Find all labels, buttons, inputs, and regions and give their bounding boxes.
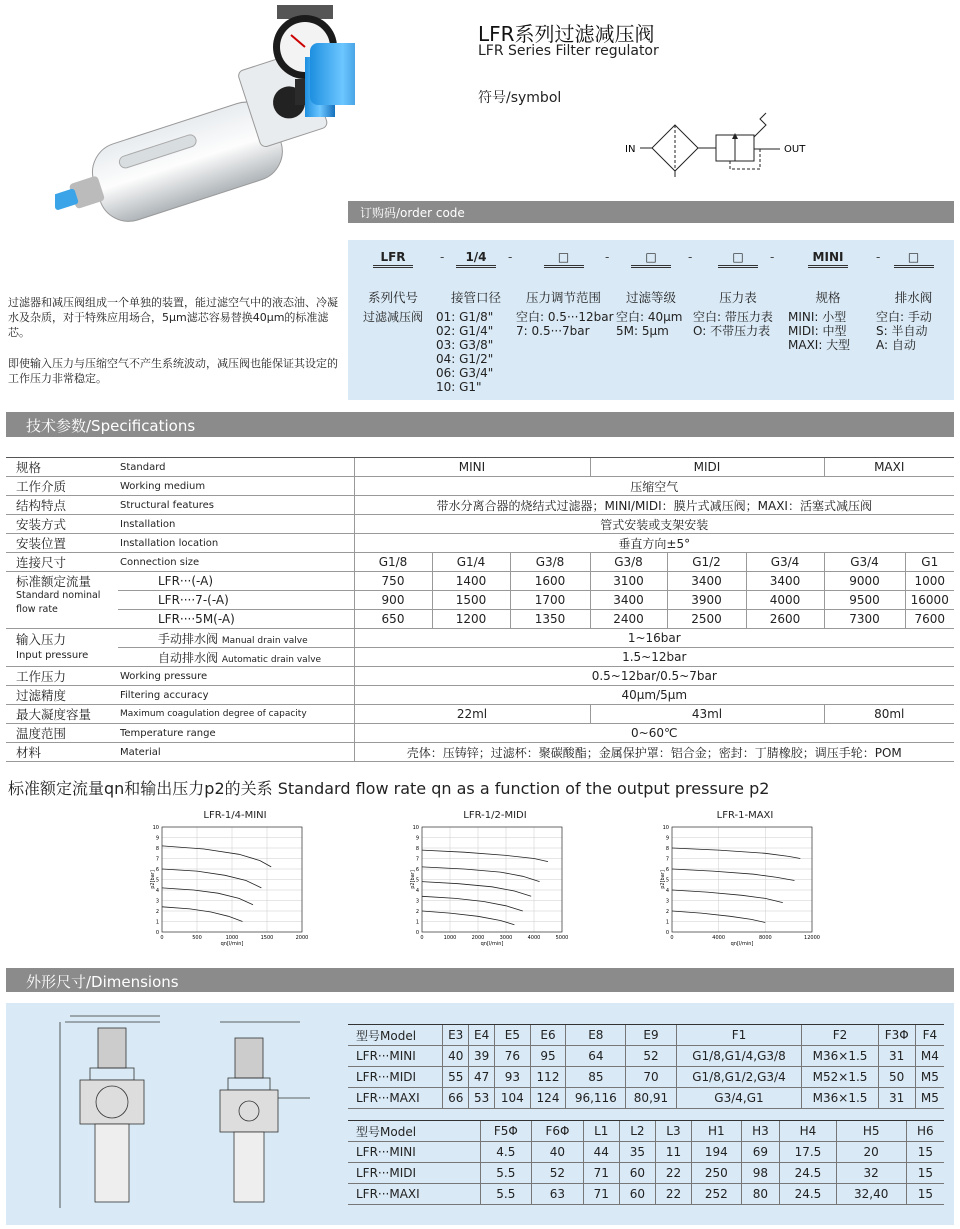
dim-table-1-row: LFR···MIDI 55 47 93 112 85 70 G1/8,G1/2,G3/4 M52×1.5 50 M5 bbox=[348, 1067, 944, 1088]
spec-row-install: 安装方式 Installation 管式安装或支架安装 bbox=[6, 515, 954, 534]
y-tick-label: 4 bbox=[155, 888, 159, 894]
dim-table-1-head: 型号Model E3 E4 E5 E6 E8 E9 F1 F2 F3Φ F4 bbox=[348, 1025, 944, 1046]
order-name: 接管口径 bbox=[450, 290, 501, 305]
spec-row-temp: 温度范围 Temperature range 0~60℃ bbox=[6, 724, 954, 743]
x-tick-label: 2000 bbox=[471, 935, 485, 941]
flow-chart-2 bbox=[660, 810, 830, 958]
y-tick-label: 2 bbox=[665, 909, 669, 915]
series-line bbox=[422, 911, 514, 925]
page-subtitle: LFR Series Filter regulator bbox=[478, 43, 659, 59]
y-tick-label: 0 bbox=[415, 930, 419, 936]
symbol-out-label: OUT bbox=[784, 144, 806, 155]
order-name: 排水阀 bbox=[894, 290, 933, 305]
spec-table bbox=[6, 457, 954, 762]
dim-table-1-row: LFR···MINI 40 39 76 95 64 52 G1/8,G1/4,G3/8 M36×1.5 31 M4 bbox=[348, 1046, 944, 1067]
product-image bbox=[55, 5, 355, 255]
y-tick-label: 10 bbox=[412, 825, 419, 831]
y-tick-label: 2 bbox=[155, 909, 159, 915]
dim-table-2 bbox=[348, 1120, 944, 1205]
y-tick-label: 3 bbox=[665, 898, 669, 905]
flow-chart-1 bbox=[410, 810, 580, 958]
spec-row-flow-3: LFR····5M(-A) 650 1200 1350 2400 2500 2600 7300 7600 bbox=[6, 610, 954, 629]
dim-table-2-head: 型号Model F5Φ F6Φ L1 L2 L3 H1 H3 H4 H5 H6 bbox=[348, 1121, 944, 1142]
x-tick-label: 500 bbox=[192, 935, 202, 941]
y-tick-label: 1 bbox=[155, 919, 159, 926]
order-list: 空白: 0.5···12bar 7: 0.5···7bar bbox=[516, 310, 614, 338]
spec-row-standard: 规格 Standard MINI MIDI MAXI bbox=[6, 458, 954, 477]
order-code: MINI bbox=[808, 250, 848, 268]
chart-plot bbox=[410, 821, 580, 954]
chart-plot bbox=[660, 821, 830, 954]
series-line bbox=[422, 850, 548, 862]
symbol-in-label: IN bbox=[625, 144, 636, 155]
x-axis-label: qn[l/min] bbox=[730, 941, 754, 947]
y-tick-label: 10 bbox=[152, 825, 159, 831]
y-tick-label: 6 bbox=[415, 867, 419, 873]
x-tick-label: 4000 bbox=[712, 935, 726, 941]
x-tick-label: 4000 bbox=[527, 935, 541, 941]
order-name: 规格 bbox=[815, 290, 841, 305]
y-tick-label: 5 bbox=[155, 877, 159, 884]
order-name: 压力调节范围 bbox=[525, 290, 601, 305]
order-col-port bbox=[436, 250, 516, 394]
y-tick-label: 1 bbox=[665, 919, 669, 926]
order-col-size bbox=[788, 250, 868, 352]
chart-title: LFR-1/2-MIDI bbox=[463, 810, 527, 821]
spec-row-filter: 过滤精度 Filtering accuracy 40μm/5μm bbox=[6, 686, 954, 705]
y-tick-label: 9 bbox=[155, 835, 159, 842]
order-name: 过滤等级 bbox=[625, 290, 676, 305]
y-tick-label: 7 bbox=[415, 856, 419, 863]
y-tick-label: 3 bbox=[155, 898, 159, 905]
series-line bbox=[422, 896, 523, 911]
y-tick-label: 4 bbox=[665, 888, 669, 894]
y-tick-label: 5 bbox=[665, 877, 669, 884]
x-tick-label: 0 bbox=[670, 935, 674, 941]
spec-row-medium: 工作介质 Working medium 压缩空气 bbox=[6, 477, 954, 496]
y-tick-label: 1 bbox=[415, 919, 419, 926]
spec-row-conn: 连接尺寸 Connection size G1/8 G1/4 G3/8 G3/8 G1/2 G3/4 G3/4 G1 bbox=[6, 553, 954, 572]
spec-row-flow-1: 标准额定流量 Standard nominal flow rate LFR···(-A) 750 1400 1600 3100 3400 3400 9000 1000 bbox=[6, 572, 954, 591]
spec-row-input-manual: 输入压力 Input pressure 手动排水阀 Manual drain valve 1~16bar bbox=[6, 629, 954, 648]
y-tick-label: 9 bbox=[415, 835, 419, 842]
dim-table-2-row: LFR···MIDI 5.5 52 71 60 22 250 98 24.5 32 15 bbox=[348, 1163, 944, 1184]
y-tick-label: 7 bbox=[155, 856, 159, 863]
spec-row-work: 工作压力 Working pressure 0.5~12bar/0.5~7bar bbox=[6, 667, 954, 686]
spec-row-cond: 最大凝度容量 Maximum coagulation degree of capacity 22ml 43ml 80ml bbox=[6, 705, 954, 724]
y-axis-label: p2[bar] bbox=[150, 870, 156, 889]
x-tick-label: 1500 bbox=[260, 935, 274, 941]
x-tick-label: 12000 bbox=[804, 935, 820, 941]
flow-section-title: 标准额定流量qn和输出压力p2的关系 Standard flow rate qn as a function of the output pressure p2 bbox=[8, 779, 770, 798]
order-code: □ bbox=[631, 250, 671, 268]
order-col-filter bbox=[616, 250, 686, 338]
order-list: 空白: 带压力表 O: 不带压力表 bbox=[693, 310, 773, 338]
chart-title: LFR-1-MAXI bbox=[716, 810, 774, 821]
dimensions-bar: 外形尺寸/Dimensions bbox=[6, 968, 954, 992]
y-tick-label: 3 bbox=[415, 898, 419, 905]
y-tick-label: 9 bbox=[665, 835, 669, 842]
order-list: 空白: 手动 S: 半自动 A: 自动 bbox=[876, 310, 932, 352]
description-p1: 过滤器和减压阀组成一个单独的装置，能过滤空气中的液态油、冷凝水及杂质，对于特殊应用场合，5μm滤芯容易替换40μm的标准滤芯。 bbox=[8, 296, 338, 339]
spec-row-flow-2: LFR····7-(-A) 900 1500 1700 3400 3900 4000 9500 16000 bbox=[6, 591, 954, 610]
chart-title: LFR-1/4-MINI bbox=[203, 810, 267, 821]
dim-table-2-row: LFR···MINI 4.5 40 44 35 11 194 69 17.5 20 15 bbox=[348, 1142, 944, 1163]
spec-row-struct: 结构特点 Structural features 带水分离合器的烧结式过滤器；MINI/MIDI：膜片式减压阀；MAXI：活塞式减压阀 bbox=[6, 496, 954, 515]
dimension-drawing bbox=[40, 1008, 340, 1223]
series-line bbox=[162, 888, 253, 905]
flow-chart-0 bbox=[150, 810, 320, 958]
series-line bbox=[672, 848, 800, 859]
order-name: 系列代号 bbox=[367, 290, 418, 305]
y-tick-label: 7 bbox=[665, 856, 669, 863]
x-tick-label: 0 bbox=[420, 935, 424, 941]
x-axis-label: qn[l/min] bbox=[480, 941, 504, 947]
y-tick-label: 6 bbox=[155, 867, 159, 873]
y-tick-label: 5 bbox=[415, 877, 419, 884]
order-list: 空白: 40μm 5M: 5μm bbox=[616, 310, 683, 338]
y-tick-label: 6 bbox=[665, 867, 669, 873]
y-axis-label: p2[bar] bbox=[410, 870, 416, 889]
y-tick-label: 8 bbox=[415, 846, 419, 852]
order-code: 1/4 bbox=[456, 250, 496, 268]
order-code: □ bbox=[894, 250, 934, 268]
order-list: MINI: 小型 MIDI: 中型 MAXI: 大型 bbox=[788, 310, 851, 352]
spec-bar: 技术参数/Specifications bbox=[6, 412, 954, 437]
order-code-panel: LFR 系列代号 过滤减压阀 - 1/4 接管口径 01: G1/8" 02: G1/4" 03: G3/8" 04: G1/2" 06: G3/4" 10: G1" - □ 压力调节范围 空白: 0.5···12bar 7: 0.5···7bar - □ 过滤等级 空白: 40μm 5M: 5μm - □ 压力表 空白: 带压力表 O: 不带压力表 - MINI 规格 MINI: 小型 MIDI: 中型 MAXI: 大型 - □ 排水阀 空白: 手动 S: 半自动 A: 自动 bbox=[348, 240, 954, 400]
y-tick-label: 2 bbox=[415, 909, 419, 915]
description-p2: 即使输入压力与压缩空气不产生系统波动，减压阀也能保证其设定的工作压力非常稳定。 bbox=[8, 357, 338, 385]
spec-row-material: 材料 Material 壳体：压铸锌；过滤杯：聚碳酸酯；金属保护罩：铝合金；密封：丁腈橡胶；调压手轮：POM bbox=[6, 743, 954, 762]
order-list: 过滤减压阀 bbox=[362, 310, 423, 324]
y-tick-label: 8 bbox=[665, 846, 669, 852]
y-axis-label: p2[bar] bbox=[660, 870, 666, 889]
order-code: □ bbox=[544, 250, 584, 268]
pneumatic-symbol bbox=[620, 105, 820, 180]
series-line bbox=[162, 907, 243, 922]
order-code: □ bbox=[718, 250, 758, 268]
x-tick-label: 5000 bbox=[555, 935, 569, 941]
spec-row-position: 安装位置 Installation location 垂直方向±5° bbox=[6, 534, 954, 553]
order-name: 压力表 bbox=[719, 290, 757, 305]
y-tick-label: 4 bbox=[415, 888, 419, 894]
y-tick-label: 0 bbox=[155, 930, 159, 936]
y-tick-label: 8 bbox=[155, 846, 159, 852]
x-tick-label: 0 bbox=[160, 935, 164, 941]
x-axis-label: qn[l/min] bbox=[220, 941, 244, 947]
symbol-label: 符号/symbol bbox=[478, 90, 562, 106]
order-col-pressure bbox=[516, 250, 614, 338]
dim-table-1-row: LFR···MAXI 66 53 104 124 96,116 80,91 G3/4,G1 M36×1.5 31 M5 bbox=[348, 1088, 944, 1109]
dim-table-2-row: LFR···MAXI 5.5 63 71 60 22 252 80 24.5 32,40 15 bbox=[348, 1184, 944, 1205]
x-tick-label: 8000 bbox=[758, 935, 772, 941]
series-line bbox=[162, 869, 261, 888]
order-code-bar: 订购码/order code bbox=[348, 201, 954, 223]
x-tick-label: 1000 bbox=[443, 935, 457, 941]
x-tick-label: 1000 bbox=[225, 935, 239, 941]
series-line bbox=[422, 882, 531, 897]
page-title: LFR系列过滤减压阀 bbox=[478, 22, 655, 46]
order-code: LFR bbox=[373, 250, 413, 268]
y-tick-label: 10 bbox=[662, 825, 669, 831]
chart-plot bbox=[150, 821, 320, 954]
series-line bbox=[162, 846, 271, 867]
order-col-series bbox=[358, 250, 428, 324]
order-col-drain bbox=[876, 250, 951, 352]
dim-table-1 bbox=[348, 1024, 944, 1109]
series-line bbox=[672, 869, 795, 881]
order-list: 01: G1/8" 02: G1/4" 03: G3/8" 04: G1/2" 06: G3/4" 10: G1" bbox=[436, 310, 494, 394]
spec-row-input-auto: 自动排水阀 Automatic drain valve 1.5~12bar bbox=[6, 648, 954, 667]
x-tick-label: 3000 bbox=[499, 935, 513, 941]
x-tick-label: 2000 bbox=[295, 935, 309, 941]
y-tick-label: 0 bbox=[665, 930, 669, 936]
